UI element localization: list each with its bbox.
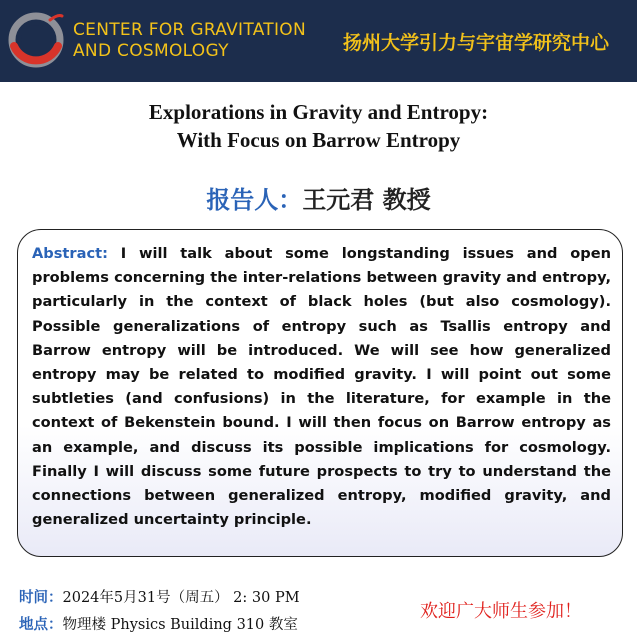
talk-title-line1: Explorations in Gravity and Entropy: [148, 100, 489, 124]
talk-title [0, 98, 637, 154]
place-label: 地点： [19, 616, 63, 633]
header-banner [0, 0, 637, 82]
time-value: 2024年5月31号（周五） 2: 30 PM [62, 590, 300, 606]
place-info [19, 613, 298, 634]
abstract-text [32, 242, 611, 532]
time-info [19, 586, 300, 607]
org-name-en-line2: AND COSMOLOGY [73, 41, 229, 61]
abstract-body: I will talk about some longstanding issues and open problems concerning the inter-relations between gravity and entropy, particularly in the context of black holes (but also cosmology). Possible generalizations of entropy such as Tsallis entropy and Barrow entropy will be introduced. We will see how generalized entropy may be related to modified gravity. I will point out some subtleties (and confusions) in the literature, for example in the context of Bekenstein bound. I will then focus on Barrow entropy as an example, and discuss its possible implications for cosmology. Finally I will discuss some future prospects to try to understand the connections between generalized entropy, modified gravity, and generalized uncertainty principle. [32, 245, 611, 529]
place-value: 物理楼 Physics Building 310 教室 [62, 617, 298, 633]
time-label: 时间： [19, 589, 63, 606]
speaker-name: 王元君 教授 [302, 185, 431, 214]
org-name-en [73, 20, 306, 62]
speaker-line [0, 180, 637, 215]
org-name-en-line1: CENTER FOR GRAVITATION [73, 20, 306, 40]
abstract-label: Abstract: [32, 245, 108, 262]
welcome-message: 欢迎广大师生参加！ [420, 601, 582, 622]
crescent-logo-icon [6, 10, 66, 70]
speaker-label: 报告人： [206, 185, 303, 214]
org-name-zh: 扬州大学引力与宇宙学研究中心 [343, 32, 610, 54]
talk-title-line2: With Focus on Barrow Entropy [176, 128, 461, 152]
